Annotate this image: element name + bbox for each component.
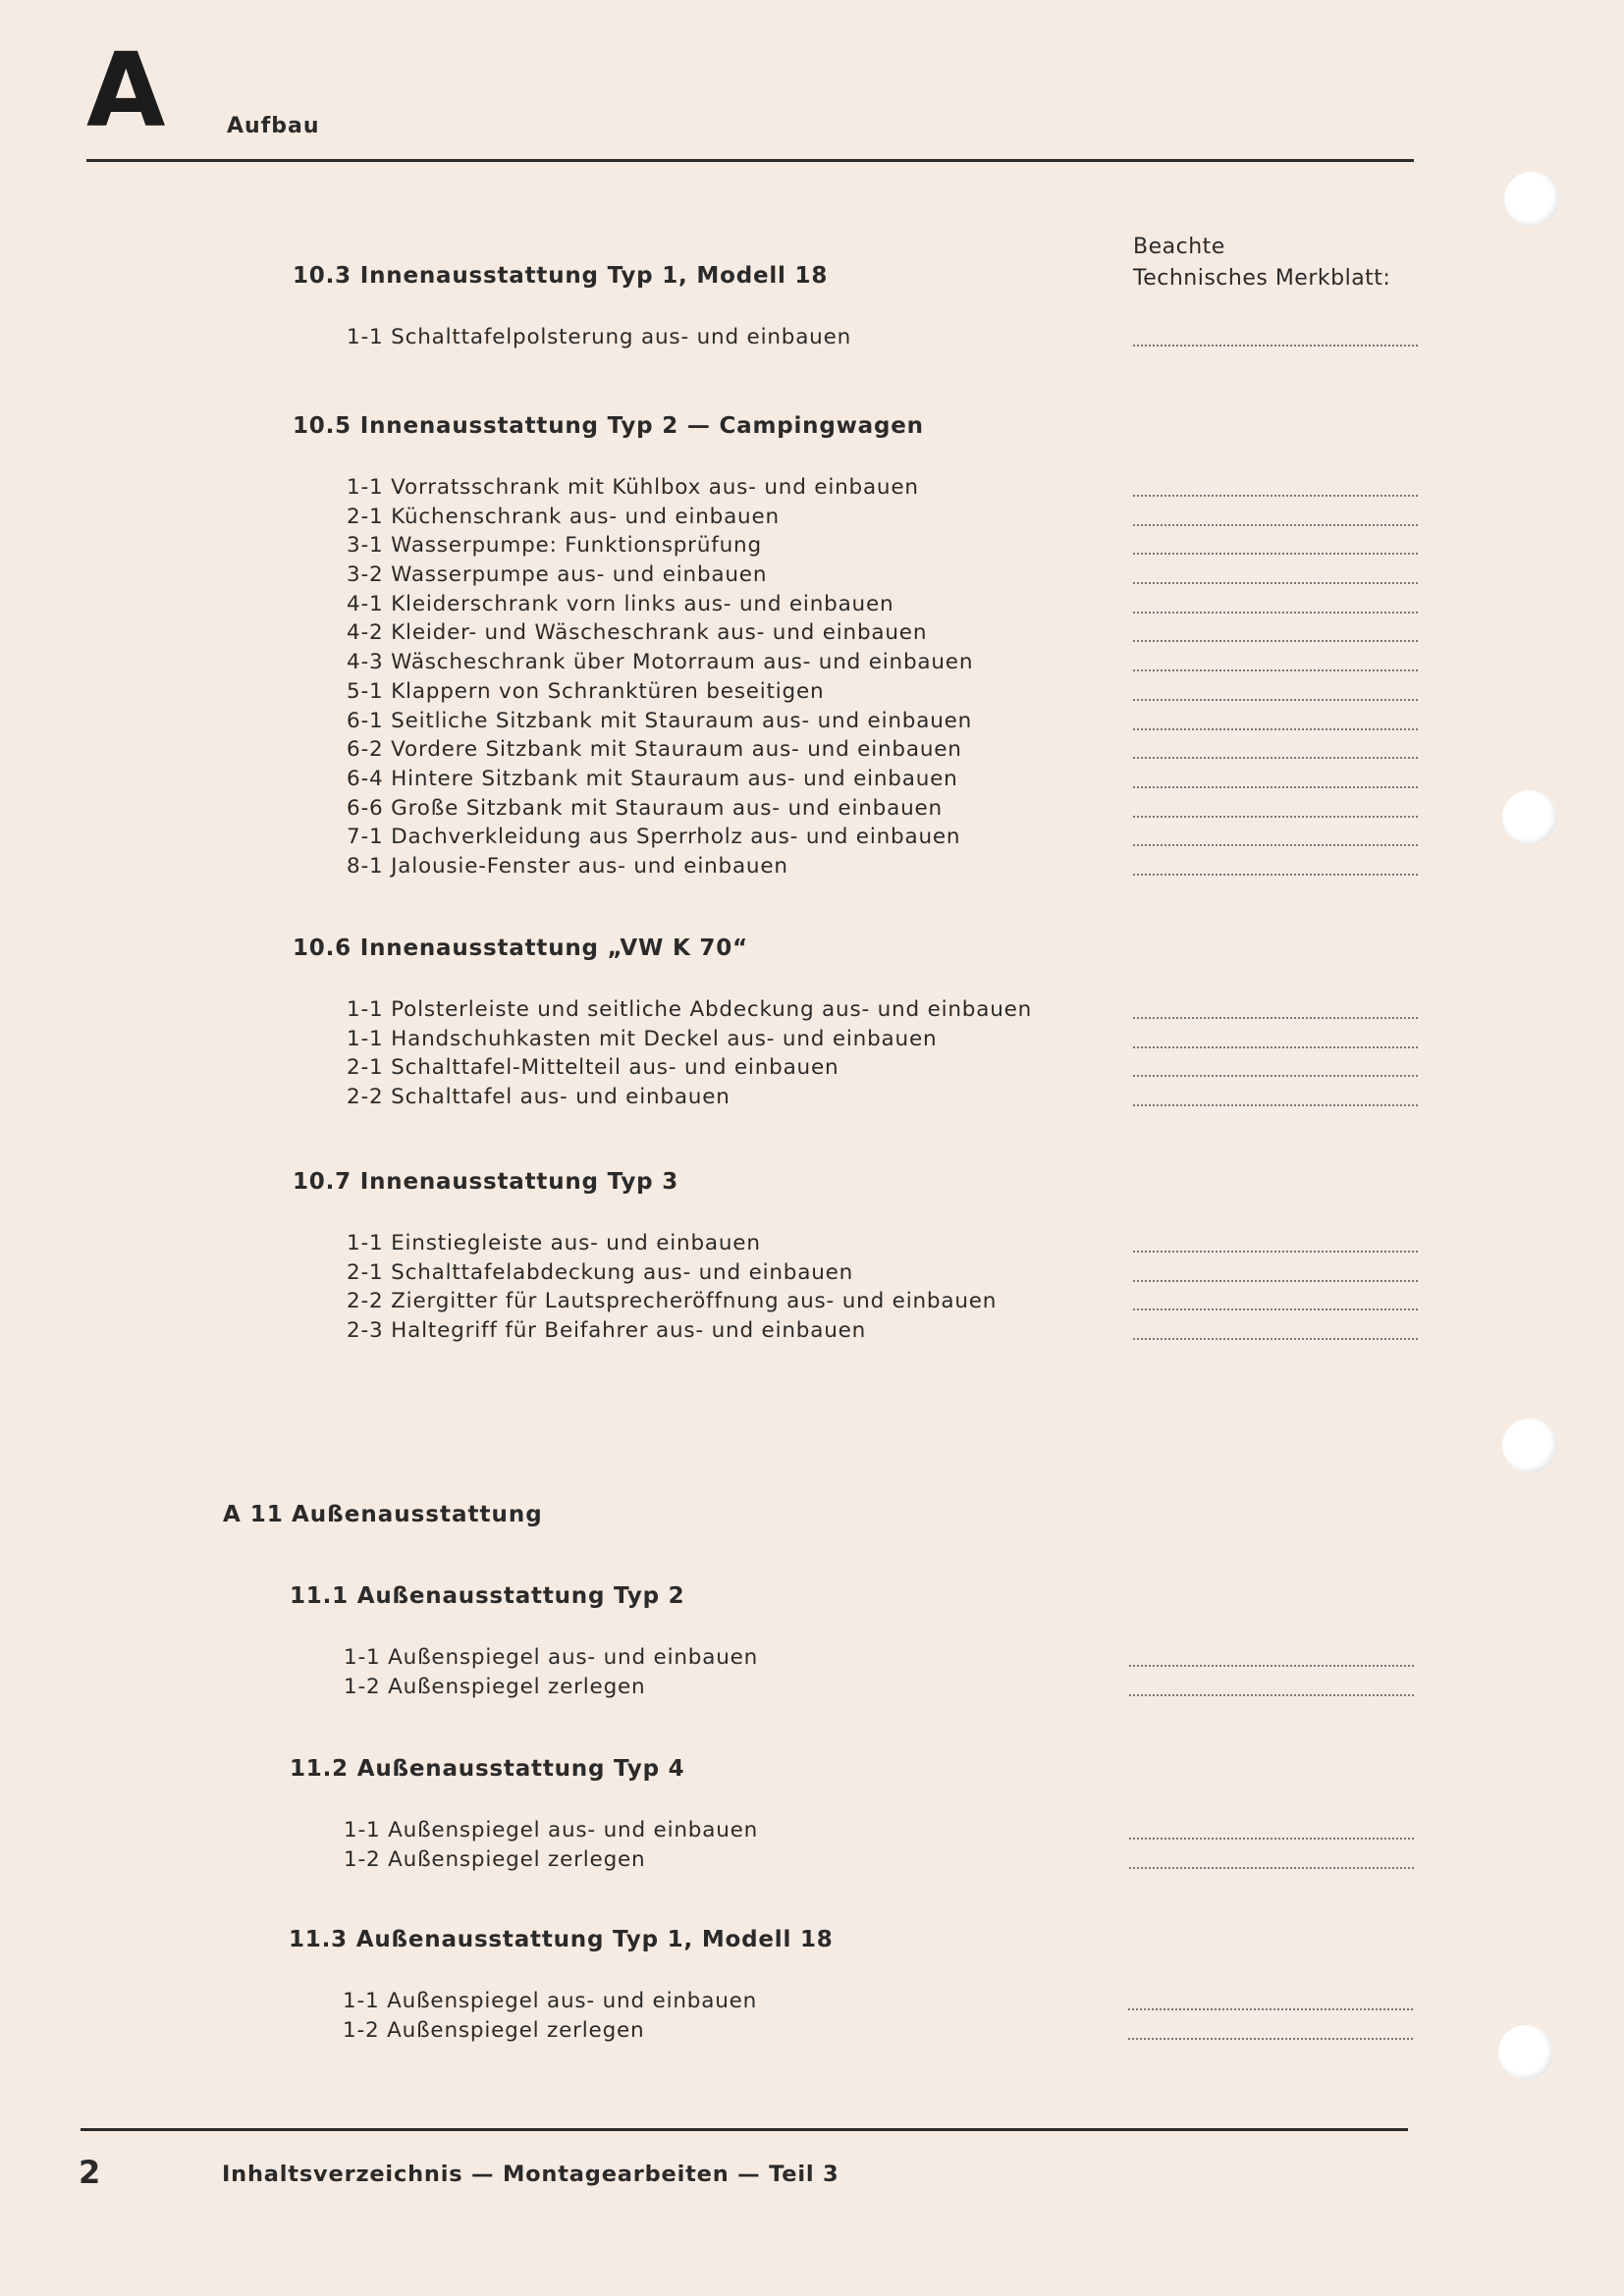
dotted-leader: [1133, 1280, 1418, 1282]
dotted-leader: [1133, 786, 1418, 788]
dotted-leader: [1133, 1338, 1418, 1340]
section-heading: 10.3 Innenausstattung Typ 1, Modell 18: [293, 263, 829, 289]
list-item: [347, 677, 1490, 707]
header-rule: [86, 159, 1414, 162]
section-heading: 10.7 Innenausstattung Typ 3: [293, 1169, 679, 1195]
chapter-heading: [223, 1502, 543, 1527]
section-10-7: [293, 1166, 1490, 1346]
dotted-leader: [1128, 2008, 1413, 2010]
dotted-leader: [1133, 1075, 1418, 1077]
dotted-leader: [1129, 1867, 1414, 1869]
list-item: [347, 531, 1490, 561]
dotted-leader: [1133, 874, 1418, 876]
item-label: 2-1 Schalttafel-Mittelteil aus- und einbauen: [347, 1055, 839, 1081]
section-10-6: [293, 933, 1490, 1112]
punch-hole-icon: [1498, 2025, 1553, 2080]
dotted-leader: [1133, 553, 1418, 555]
item-list: [344, 1816, 1488, 1874]
item-label: 2-2 Ziergitter für Lautsprecheröffnung aus- und einbauen: [347, 1289, 998, 1314]
item-list: [347, 473, 1490, 881]
dotted-leader: [1133, 495, 1418, 497]
section-heading: 10.5 Innenausstattung Typ 2 — Campingwagen: [293, 413, 924, 439]
page-header-title: Aufbau: [227, 114, 320, 138]
dotted-leader: [1133, 728, 1418, 730]
item-label: 2-1 Schalttafelabdeckung aus- und einbauen: [347, 1259, 854, 1285]
list-item: [347, 735, 1490, 765]
item-label: 8-1 Jalousie-Fenster aus- und einbauen: [347, 853, 788, 879]
item-label: 1-1 Außenspiegel aus- und einbauen: [343, 1989, 758, 2013]
item-label: 4-3 Wäscheschrank über Motorraum aus- und einbauen: [347, 650, 974, 675]
item-label: 1-1 Einstiegleiste aus- und einbauen: [347, 1231, 761, 1255]
list-item: [347, 323, 1490, 352]
list-item: [343, 2016, 1487, 2046]
list-item: [347, 765, 1490, 794]
item-label: 6-2 Vordere Sitzbank mit Stauraum aus- und einbauen: [347, 737, 962, 763]
item-label: 3-1 Wasserpumpe: Funktionsprüfung: [347, 533, 762, 559]
list-item: [347, 1083, 1490, 1112]
section-11-3: [289, 1924, 1487, 2045]
list-item: [347, 618, 1490, 648]
list-item: [347, 1025, 1490, 1054]
dotted-leader: [1133, 757, 1418, 759]
item-label: 2-3 Haltegriff für Beifahrer aus- und einbauen: [347, 1318, 867, 1344]
list-item: [343, 1987, 1487, 2016]
item-label: 1-1 Polsterleiste und seitliche Abdeckung aus- und einbauen: [347, 997, 1033, 1022]
item-label: 2-2 Schalttafel aus- und einbauen: [347, 1085, 731, 1110]
section-11-2: [290, 1753, 1488, 1874]
dotted-leader: [1129, 1665, 1414, 1667]
dotted-leader: [1128, 2038, 1413, 2040]
footer-title: Inhaltsverzeichnis — Montagearbeiten — Teil 3: [222, 2162, 839, 2187]
item-list: [347, 323, 1490, 352]
item-label: 1-1 Außenspiegel aus- und einbauen: [344, 1818, 759, 1842]
item-label: 4-2 Kleider- und Wäscheschrank aus- und einbauen: [347, 620, 928, 646]
list-item: [347, 707, 1490, 736]
item-label: 6-4 Hintere Sitzbank mit Stauraum aus- und einbauen: [347, 766, 958, 791]
section-10-3: [293, 260, 1490, 352]
punch-hole-icon: [1504, 172, 1559, 227]
footer-rule: [81, 2128, 1408, 2131]
chapter-letter: A: [86, 30, 166, 150]
dotted-leader: [1133, 1251, 1418, 1253]
chapter-title: Außenausstattung: [292, 1502, 543, 1527]
list-item: [347, 1258, 1490, 1288]
list-item: [347, 852, 1490, 881]
item-list: [347, 995, 1490, 1112]
item-label: 1-1 Handschuhkasten mit Deckel aus- und einbauen: [347, 1026, 938, 1051]
item-label: 1-1 Schalttafelpolsterung aus- und einbauen: [347, 325, 852, 349]
section-heading: 10.6 Innenausstattung „VW K 70“: [293, 935, 748, 961]
section-heading: 11.2 Außenausstattung Typ 4: [290, 1756, 685, 1782]
dotted-leader: [1133, 582, 1418, 584]
side-note-line-1: Beachte: [1133, 235, 1225, 259]
item-label: 4-1 Kleiderschrank vorn links aus- und einbauen: [347, 591, 894, 616]
side-note-line-2: Technisches Merkblatt:: [1133, 266, 1391, 291]
dotted-leader: [1133, 524, 1418, 526]
list-item: [347, 1229, 1490, 1258]
list-item: [344, 1673, 1488, 1702]
list-item: [347, 1316, 1490, 1346]
item-label: 1-1 Außenspiegel aus- und einbauen: [344, 1645, 759, 1670]
list-item: [347, 590, 1490, 619]
item-label: 1-2 Außenspiegel zerlegen: [343, 2017, 645, 2043]
chapter-number: A 11: [223, 1502, 284, 1527]
item-list: [347, 1229, 1490, 1346]
item-label: 1-2 Außenspiegel zerlegen: [344, 1846, 646, 1872]
list-item: [344, 1845, 1488, 1875]
item-label: 3-2 Wasserpumpe aus- und einbauen: [347, 562, 768, 588]
dotted-leader: [1133, 345, 1418, 347]
item-list: [343, 1987, 1487, 2045]
item-label: 1-2 Außenspiegel zerlegen: [344, 1674, 646, 1699]
dotted-leader: [1133, 669, 1418, 671]
list-item: [347, 473, 1490, 503]
section-11-1: [290, 1580, 1488, 1701]
section-heading: 11.3 Außenausstattung Typ 1, Modell 18: [289, 1927, 834, 1952]
dotted-leader: [1133, 816, 1418, 818]
list-item: [347, 794, 1490, 824]
item-label: 7-1 Dachverkleidung aus Sperrholz aus- und einbauen: [347, 825, 961, 850]
dotted-leader: [1133, 1017, 1418, 1019]
dotted-leader: [1129, 1694, 1414, 1696]
section-heading: 11.1 Außenausstattung Typ 2: [290, 1583, 685, 1609]
item-label: 5-1 Klappern von Schranktüren beseitigen: [347, 678, 825, 704]
list-item: [347, 648, 1490, 677]
dotted-leader: [1133, 640, 1418, 642]
list-item: [347, 1053, 1490, 1083]
list-item: [344, 1816, 1488, 1845]
dotted-leader: [1133, 844, 1418, 846]
dotted-leader: [1133, 699, 1418, 701]
list-item: [347, 561, 1490, 590]
dotted-leader: [1133, 1046, 1418, 1048]
item-label: 6-6 Große Sitzbank mit Stauraum aus- und einbauen: [347, 795, 943, 821]
section-10-5: [293, 410, 1490, 881]
list-item: [347, 995, 1490, 1025]
dotted-leader: [1133, 1308, 1418, 1310]
item-list: [344, 1643, 1488, 1701]
punch-hole-icon: [1502, 790, 1557, 845]
list-item: [347, 823, 1490, 852]
punch-hole-icon: [1502, 1418, 1557, 1473]
dotted-leader: [1133, 612, 1418, 614]
item-label: 1-1 Vorratsschrank mit Kühlbox aus- und einbauen: [347, 475, 919, 500]
item-label: 6-1 Seitliche Sitzbank mit Stauraum aus- und einbauen: [347, 708, 973, 733]
list-item: [347, 1287, 1490, 1316]
dotted-leader: [1129, 1838, 1414, 1840]
list-item: [347, 503, 1490, 532]
page-number: 2: [79, 2154, 101, 2191]
list-item: [344, 1643, 1488, 1673]
item-label: 2-1 Küchenschrank aus- und einbauen: [347, 504, 780, 529]
dotted-leader: [1133, 1104, 1418, 1106]
